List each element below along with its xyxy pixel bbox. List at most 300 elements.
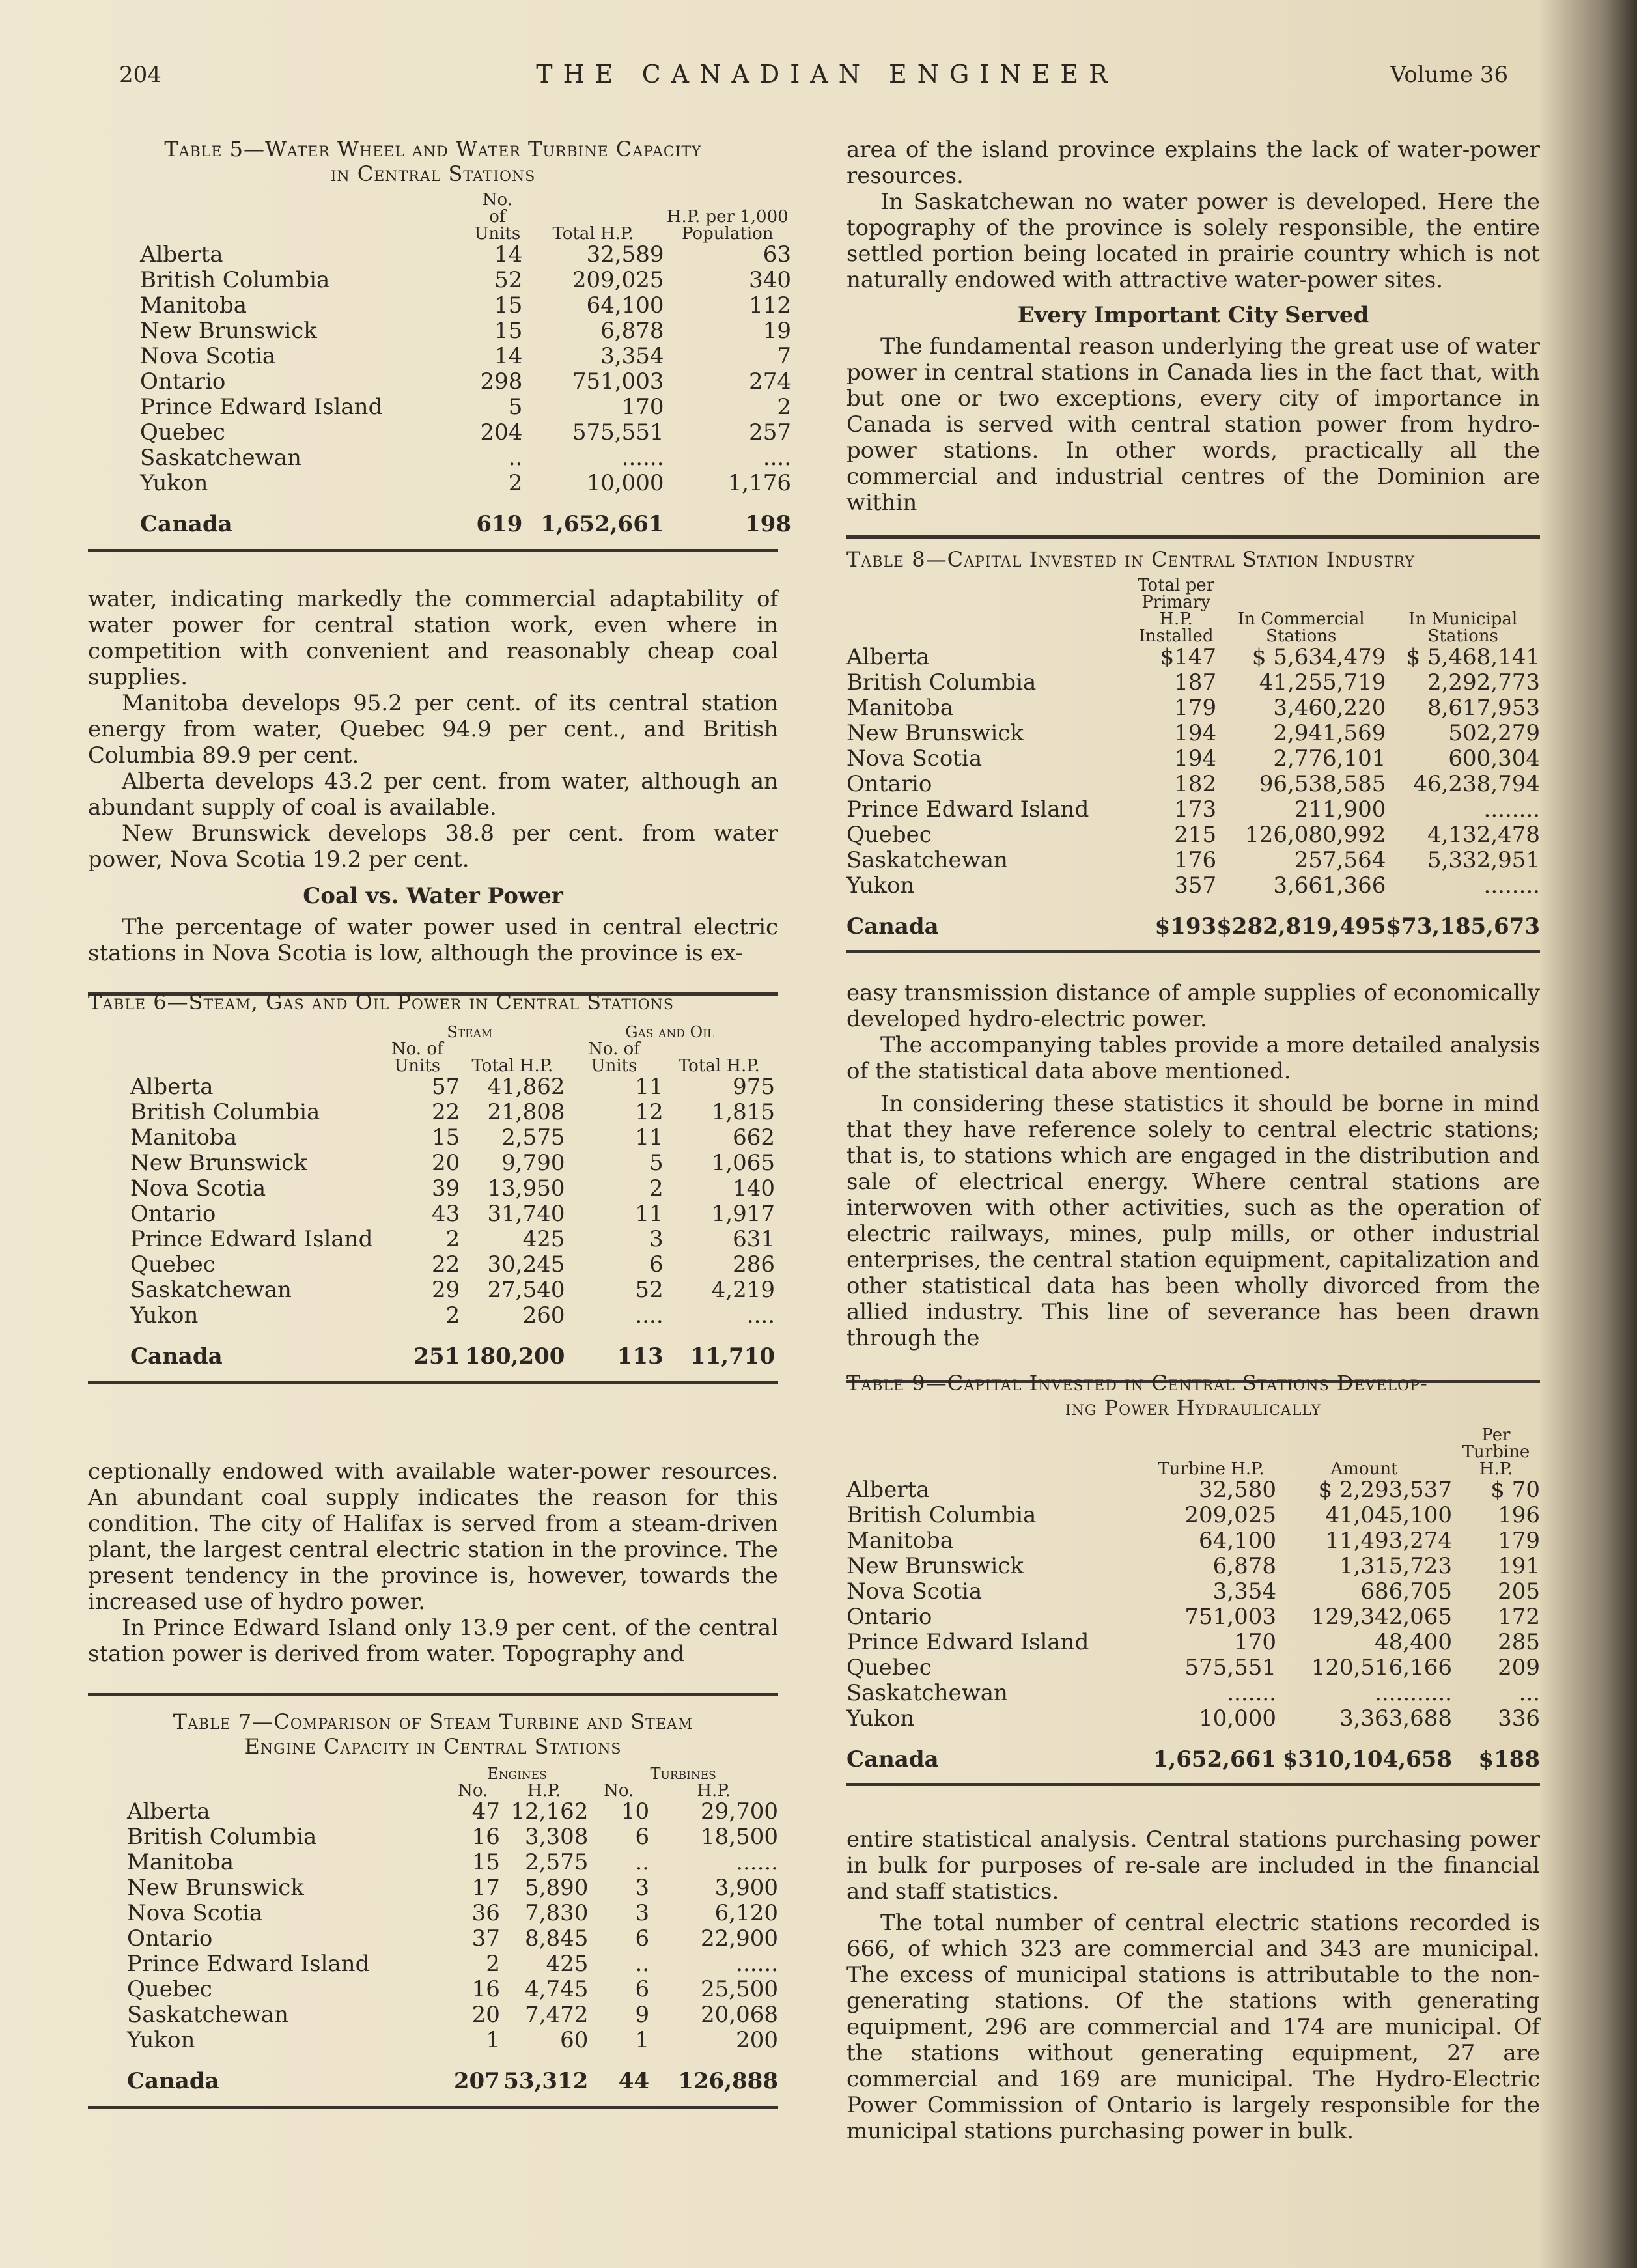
cell-value: 3,354: [1212, 1578, 1276, 1604]
table-row: [846, 721, 1540, 746]
table-row: [846, 1655, 1540, 1681]
cell-value: 631: [733, 1226, 775, 1252]
row-label: Manitoba: [140, 292, 247, 318]
table-row: [127, 1901, 778, 1926]
cell-value: 207: [453, 2068, 500, 2094]
row-label: Manitoba: [130, 1125, 238, 1151]
cell-value: 6: [635, 1824, 650, 1850]
cell-value: 22: [431, 1252, 460, 1278]
cell-value: 126,888: [678, 2068, 778, 2094]
cell-value: 47: [471, 1799, 500, 1825]
cell-value: 619: [476, 511, 523, 537]
row-label: Ontario: [140, 369, 226, 395]
cell-value: 187: [1174, 669, 1217, 695]
cell-value: 257: [749, 419, 791, 445]
table-row: [130, 1201, 775, 1227]
row-label: British Columbia: [846, 1502, 1037, 1528]
table-row: [130, 1176, 775, 1201]
cell-value: 20: [471, 2002, 500, 2028]
cell-value: 1,652,661: [540, 511, 664, 537]
cell-value: 209: [1498, 1655, 1540, 1681]
table7-col1: No.: [458, 1781, 488, 1800]
cell-value: 16: [471, 1824, 500, 1850]
row-label: Canada: [140, 511, 232, 537]
table-row: [140, 318, 791, 344]
cell-value: 6: [649, 1252, 664, 1278]
cell-value: 140: [733, 1175, 775, 1201]
row-label: Quebec: [846, 1655, 932, 1681]
table6-col3: No. of Units: [588, 1039, 640, 1076]
table-row: [846, 873, 1540, 899]
cell-value: 46,238,794: [1413, 771, 1540, 797]
row-label: Yukon: [846, 873, 915, 899]
left-text3: [88, 1459, 778, 1696]
cell-value: 357: [1174, 873, 1217, 899]
cell-value: 21,808: [487, 1099, 565, 1125]
cell-value: 215: [1174, 822, 1217, 848]
left-para6: ceptionally endowed with available water-power resources. An abundant coal supply indicates the reason for this condition. The city of Halifax is served from a steam-driven plant, the largest central electric station in the province. The present tendency in the province is, however, towards the increased use of hydro power.: [88, 1459, 778, 1615]
cell-value: 8,617,953: [1427, 695, 1540, 721]
table7-title-line2: Engine Capacity in Central Stations: [244, 1734, 622, 1759]
cell-value: 1: [635, 2027, 650, 2053]
cell-value: ..: [635, 1951, 650, 1977]
row-label: Saskatchewan: [846, 1680, 1008, 1706]
row-label: Yukon: [140, 470, 208, 496]
row-label: Nova Scotia: [127, 1900, 263, 1926]
cell-value: $147: [1160, 644, 1217, 670]
cell-value: 1,652,661: [1153, 1746, 1276, 1772]
table-row: [846, 1604, 1540, 1630]
cell-value: 29: [431, 1277, 460, 1303]
cell-value: 43: [431, 1201, 460, 1227]
cell-value: 425: [522, 1226, 565, 1252]
cell-value: 6,120: [714, 1900, 778, 1926]
cell-value: 39: [431, 1175, 460, 1201]
cell-value: 179: [1498, 1528, 1540, 1554]
cell-value: $ 2,293,537: [1318, 1477, 1452, 1503]
table8-col1: Total per Primary H.P. Installed: [1138, 576, 1215, 646]
cell-value: ........: [1483, 796, 1540, 822]
cell-value: $193: [1154, 914, 1217, 940]
row-label: Prince Edward Island: [846, 796, 1089, 822]
cell-value: 6: [635, 1976, 650, 2002]
table7-group1: Engines: [487, 1765, 547, 1783]
table5-col1: No. of Units: [474, 190, 521, 244]
table-row: [846, 1630, 1540, 1655]
cell-value: 3: [649, 1226, 664, 1252]
row-label: Manitoba: [846, 1528, 954, 1554]
table-row: [127, 1799, 778, 1825]
table-row: [127, 2002, 778, 2028]
table-row: [846, 1579, 1540, 1604]
table-total-row: [130, 1328, 775, 1369]
table-row: [127, 1850, 778, 1875]
cell-value: 2,575: [525, 1849, 589, 1875]
table5: [140, 191, 791, 537]
cell-value: ........: [1483, 873, 1540, 899]
cell-value: 48,400: [1375, 1629, 1452, 1655]
table8: [846, 577, 1540, 940]
table7-col4: H.P.: [697, 1781, 731, 1800]
cell-value: 11,493,274: [1325, 1528, 1452, 1554]
table-row: [846, 1503, 1540, 1528]
cell-value: 751,003: [1184, 1604, 1276, 1630]
cell-value: 11: [635, 1201, 664, 1227]
cell-value: 7: [777, 343, 791, 369]
cell-value: 2,776,101: [1273, 746, 1386, 772]
table-total-row: [140, 496, 791, 537]
cell-value: 205: [1498, 1578, 1540, 1604]
table8-title: Table 8—Capital Invested in Central Station Industry: [846, 547, 1415, 572]
cell-value: 32,589: [586, 242, 664, 268]
row-label: Yukon: [130, 1302, 199, 1328]
table-row: [130, 1151, 775, 1176]
table-row: [846, 746, 1540, 772]
table5-rule: [88, 549, 778, 552]
table-row: [127, 1875, 778, 1901]
table-row: [127, 1825, 778, 1850]
table9-title-line2: ing Power Hydraulically: [1065, 1395, 1322, 1420]
table-row: [130, 1125, 775, 1151]
table5-col3: H.P. per 1,000 Population: [666, 207, 789, 244]
cell-value: 3,900: [714, 1875, 778, 1901]
table-row: [846, 645, 1540, 670]
cell-value: 260: [522, 1302, 565, 1328]
cell-value: 575,551: [572, 419, 664, 445]
cell-value: 179: [1174, 695, 1217, 721]
cell-value: $ 5,634,479: [1252, 644, 1386, 670]
cell-value: ...........: [1375, 1680, 1452, 1706]
right-text3: [846, 980, 1540, 1383]
cell-value: 32,580: [1199, 1477, 1276, 1503]
cell-value: 198: [745, 511, 791, 537]
cell-value: 298: [480, 369, 523, 395]
left-para3: Alberta develops 43.2 per cent. from water, although an abundant supply of coal is available.: [88, 768, 778, 820]
cell-value: 2: [486, 1951, 500, 1977]
cell-value: 751,003: [572, 369, 664, 395]
subhead-coal: Coal vs. Water Power: [303, 883, 563, 909]
table7-title-line1: Table 7—Comparison of Steam Turbine and Steam: [173, 1709, 693, 1734]
cell-value: 5: [649, 1150, 664, 1176]
table6-block: [88, 990, 778, 1384]
table-row: [846, 695, 1540, 721]
cell-value: 112: [749, 292, 791, 318]
row-label: Prince Edward Island: [846, 1629, 1089, 1655]
cell-value: 36: [471, 1900, 500, 1926]
table7-block: [88, 1709, 778, 2109]
table-row: [846, 1528, 1540, 1554]
table-total-row: [846, 1731, 1540, 1772]
table-row: [130, 1100, 775, 1125]
cell-value: 2: [777, 394, 791, 420]
table6-col4: Total H.P.: [678, 1056, 760, 1076]
table9: [846, 1427, 1540, 1772]
cell-value: 2: [508, 470, 523, 496]
table-row: [130, 1278, 775, 1303]
cell-value: 10: [621, 1799, 650, 1825]
cell-value: $188: [1478, 1746, 1540, 1772]
row-label: Saskatchewan: [127, 2002, 288, 2028]
row-label: Nova Scotia: [130, 1175, 266, 1201]
right-para7: entire statistical analysis. Central stations purchasing power in bulk for purposes of re-sale are included in the financial and staff statistics.: [846, 1827, 1540, 1905]
cell-value: 7,472: [525, 2002, 589, 2028]
cell-value: 2: [649, 1175, 664, 1201]
cell-value: 53,312: [503, 2068, 589, 2094]
cell-value: 6,878: [600, 318, 664, 344]
cell-value: 15: [494, 292, 523, 318]
page-number: 204: [119, 62, 161, 88]
cell-value: 129,342,065: [1311, 1604, 1452, 1630]
right-para6: In considering these statistics it should be borne in mind that they have reference solely to central electric stations; that is, to stations which are engaged in the distribution and sale of electrical energy. Where central stations are interwoven with other activities, such as the operation of electric railways, mines, pulp mills, or other industrial enterprises, the central station equipment, capitalization and other statistical data has been wholly divorced from the allied industry. This line of severance has been drawn through the: [846, 1091, 1540, 1351]
table-row: [140, 293, 791, 318]
cell-value: 3: [635, 1875, 650, 1901]
cell-value: 30,245: [487, 1252, 565, 1278]
table-row: [127, 1977, 778, 2002]
cell-value: 22: [431, 1099, 460, 1125]
row-label: Prince Edward Island: [127, 1951, 370, 1977]
cell-value: 12,162: [511, 1799, 589, 1825]
row-label: Nova Scotia: [846, 1578, 983, 1604]
cell-value: 662: [733, 1125, 775, 1151]
left-para2: Manitoba develops 95.2 per cent. of its central station energy from water, Quebec 94.9 per cent., and British Columbia 89.9 per cent.: [88, 690, 778, 768]
right-para5: The accompanying tables provide a more detailed analysis of the statistical data above mentioned.: [846, 1032, 1540, 1084]
cell-value: 204: [480, 419, 523, 445]
cell-value: 2,292,773: [1427, 669, 1540, 695]
row-label: Alberta: [127, 1799, 210, 1825]
table-row: [846, 1477, 1540, 1503]
row-label: Ontario: [127, 1925, 213, 1952]
row-label: New Brunswick: [127, 1875, 304, 1901]
row-label: Canada: [846, 1746, 939, 1772]
table6-group2: Gas and Oil: [625, 1023, 715, 1041]
cell-value: 63: [763, 242, 791, 268]
table-row: [140, 471, 791, 496]
row-label: Alberta: [130, 1074, 214, 1100]
row-label: Yukon: [127, 2027, 195, 2053]
cell-value: 126,080,992: [1245, 822, 1386, 848]
cell-value: 196: [1498, 1502, 1540, 1528]
cell-value: 182: [1174, 771, 1217, 797]
cell-value: .......: [1227, 1680, 1276, 1706]
table-row: [140, 268, 791, 293]
table9-col1: Turbine H.P.: [1158, 1459, 1265, 1479]
cell-value: 14: [494, 343, 523, 369]
cell-value: 60: [560, 2027, 589, 2053]
cell-value: 57: [431, 1074, 460, 1100]
row-label: Canada: [127, 2068, 219, 2094]
row-label: Alberta: [140, 242, 223, 268]
cell-value: 41,255,719: [1259, 669, 1386, 695]
cell-value: 52: [494, 267, 523, 293]
row-label: Manitoba: [846, 695, 954, 721]
left-para1: water, indicating markedly the commercial adaptability of water power for central station work, even where in competition with convenient and reasonably cheap coal supplies.: [88, 586, 778, 690]
table6-group1: Steam: [447, 1023, 493, 1041]
cell-value: 9: [635, 2002, 650, 2028]
cell-value: 11,710: [690, 1343, 775, 1369]
cell-value: 191: [1498, 1553, 1540, 1579]
left-text1: [88, 586, 778, 996]
cell-value: 425: [546, 1951, 589, 1977]
cell-value: $ 5,468,141: [1406, 644, 1540, 670]
table-row: [127, 2028, 778, 2053]
row-label: Saskatchewan: [846, 847, 1008, 873]
table-row: [846, 1681, 1540, 1706]
table9-title-line1: Table 9—Capital Invested in Central Stations Develop-: [846, 1371, 1428, 1395]
row-label: Ontario: [846, 1604, 932, 1630]
row-label: Prince Edward Island: [140, 394, 383, 420]
cell-value: 200: [736, 2027, 778, 2053]
cell-value: 15: [431, 1125, 460, 1151]
cell-value: 209,025: [1184, 1502, 1276, 1528]
table9-rule: [846, 1783, 1540, 1786]
journal-title: THE CANADIAN ENGINEER: [536, 60, 1118, 89]
row-label: British Columbia: [127, 1824, 317, 1850]
cell-value: 22,900: [701, 1925, 778, 1952]
table5-col2: Total H.P.: [552, 224, 634, 244]
cell-value: 11: [635, 1125, 664, 1151]
cell-value: 19: [763, 318, 791, 344]
cell-value: 64,100: [586, 292, 664, 318]
row-label: Nova Scotia: [140, 343, 276, 369]
cell-value: 14: [494, 242, 523, 268]
table6-col1: No. of Units: [391, 1039, 443, 1076]
row-label: Saskatchewan: [140, 445, 301, 471]
cell-value: 1,176: [727, 470, 791, 496]
table-row: [130, 1252, 775, 1278]
cell-value: 29,700: [701, 1799, 778, 1825]
cell-value: 194: [1174, 720, 1217, 746]
table-row: [130, 1227, 775, 1252]
cell-value: 4,219: [711, 1277, 775, 1303]
cell-value: ......: [736, 1951, 778, 1977]
volume-label: Volume 36: [1390, 62, 1509, 88]
right-text4: [846, 1827, 1540, 2144]
row-label: New Brunswick: [846, 1553, 1024, 1579]
right-para3: The fundamental reason underlying the great use of water power in central stations in Canada lies in the fact that, with but one or two exceptions, every city of importance in Canada is served with central station power from hydro-power stations. In other words, practically all the commercial and industrial centres of the Dominion are within: [846, 333, 1540, 516]
cell-value: 211,900: [1294, 796, 1386, 822]
cell-value: ....: [635, 1302, 664, 1328]
row-label: Quebec: [127, 1976, 212, 2002]
table9-col2: Amount: [1330, 1459, 1398, 1479]
cell-value: 1,315,723: [1339, 1553, 1452, 1579]
table-row: [846, 848, 1540, 873]
cell-value: 2,575: [501, 1125, 565, 1151]
right-para8: The total number of central electric stations recorded is 666, of which 323 are commercial and 343 are municipal. The excess of municipal stations is attributable to the non-generating stations. Of the stations with generating equipment, 296 are commercial and 174 are municipal. Of the stations without generating equipment, 27 are commercial and 169 are municipal. The Hydro-Electric Power Commission of Ontario is largely responsible for the municipal stations purchasing power in bulk.: [846, 1910, 1540, 2144]
table-row: [140, 445, 791, 471]
cell-value: 4,745: [525, 1976, 589, 2002]
row-label: Ontario: [130, 1201, 216, 1227]
cell-value: 41,045,100: [1325, 1502, 1452, 1528]
cell-value: 170: [621, 394, 664, 420]
cell-value: 52: [635, 1277, 664, 1303]
cell-value: 9,790: [501, 1150, 565, 1176]
cell-value: $282,819,495: [1216, 914, 1386, 940]
table9-block: [846, 1371, 1540, 1786]
cell-value: $ 70: [1490, 1477, 1540, 1503]
table-row: [140, 395, 791, 420]
cell-value: ..: [508, 445, 523, 471]
cell-value: 575,551: [1184, 1655, 1276, 1681]
cell-value: 2: [445, 1226, 460, 1252]
row-label: Canada: [130, 1343, 223, 1369]
right-para4: easy transmission distance of ample supplies of economically developed hydro-electric power.: [846, 980, 1540, 1032]
cell-value: 120,516,166: [1311, 1655, 1452, 1681]
table6-title: Table 6—Steam, Gas and Oil Power in Central Stations: [88, 990, 674, 1015]
table7: [127, 1765, 778, 2094]
table-row: [140, 420, 791, 445]
cell-value: ..: [635, 1849, 650, 1875]
right-rule-1: [846, 535, 1540, 539]
table-row: [127, 1926, 778, 1952]
cell-value: 16: [471, 1976, 500, 2002]
table7-col2: H.P.: [527, 1781, 561, 1800]
right-para1: area of the island province explains the lack of water-power resources.: [846, 137, 1540, 189]
cell-value: 2,941,569: [1273, 720, 1386, 746]
row-label: Quebec: [130, 1252, 216, 1278]
cell-value: 3,460,220: [1273, 695, 1386, 721]
cell-value: $310,104,658: [1282, 1746, 1452, 1772]
cell-value: 1,065: [711, 1150, 775, 1176]
table-row: [140, 242, 791, 268]
row-label: New Brunswick: [140, 318, 317, 344]
cell-value: 5,890: [525, 1875, 589, 1901]
table-row: [846, 1554, 1540, 1579]
row-label: New Brunswick: [846, 720, 1024, 746]
cell-value: 172: [1498, 1604, 1540, 1630]
cell-value: 3,308: [525, 1824, 589, 1850]
cell-value: 336: [1498, 1705, 1540, 1731]
right-text1: [846, 137, 1540, 539]
table8-col3: In Municipal Stations: [1408, 609, 1518, 646]
row-label: New Brunswick: [130, 1150, 307, 1176]
table-total-row: [127, 2053, 778, 2094]
cell-value: 113: [617, 1343, 664, 1369]
cell-value: 7,830: [525, 1900, 589, 1926]
row-label: Saskatchewan: [130, 1277, 292, 1303]
cell-value: 27,540: [487, 1277, 565, 1303]
table-row: [846, 1706, 1540, 1731]
cell-value: 176: [1174, 847, 1217, 873]
table5-block: [88, 137, 791, 552]
cell-value: 1,917: [711, 1201, 775, 1227]
cell-value: 274: [749, 369, 791, 395]
cell-value: 3: [635, 1900, 650, 1926]
cell-value: 10,000: [1199, 1705, 1276, 1731]
cell-value: 10,000: [586, 470, 664, 496]
cell-value: 285: [1498, 1629, 1540, 1655]
table-total-row: [846, 899, 1540, 940]
cell-value: 286: [733, 1252, 775, 1278]
table-row: [846, 822, 1540, 848]
cell-value: 2: [445, 1302, 460, 1328]
table-row: [846, 797, 1540, 822]
cell-value: 25,500: [701, 1976, 778, 2002]
cell-value: 44: [618, 2068, 650, 2094]
cell-value: 17: [471, 1875, 500, 1901]
table9-col3: Per Turbine H.P.: [1462, 1425, 1530, 1479]
left-para5: The percentage of water power used in central electric stations in Nova Scotia is low, although the province is ex-: [88, 914, 778, 966]
cell-value: $73,185,673: [1386, 914, 1540, 940]
cell-value: ......: [736, 1849, 778, 1875]
row-label: Alberta: [846, 644, 930, 670]
left-para4: New Brunswick develops 38.8 per cent. from water power, Nova Scotia 19.2 per cent.: [88, 820, 778, 873]
cell-value: 209,025: [572, 267, 664, 293]
cell-value: ...: [1518, 1680, 1540, 1706]
row-label: Quebec: [846, 822, 932, 848]
row-label: Canada: [846, 914, 939, 940]
cell-value: 20: [431, 1150, 460, 1176]
cell-value: 180,200: [464, 1343, 565, 1369]
